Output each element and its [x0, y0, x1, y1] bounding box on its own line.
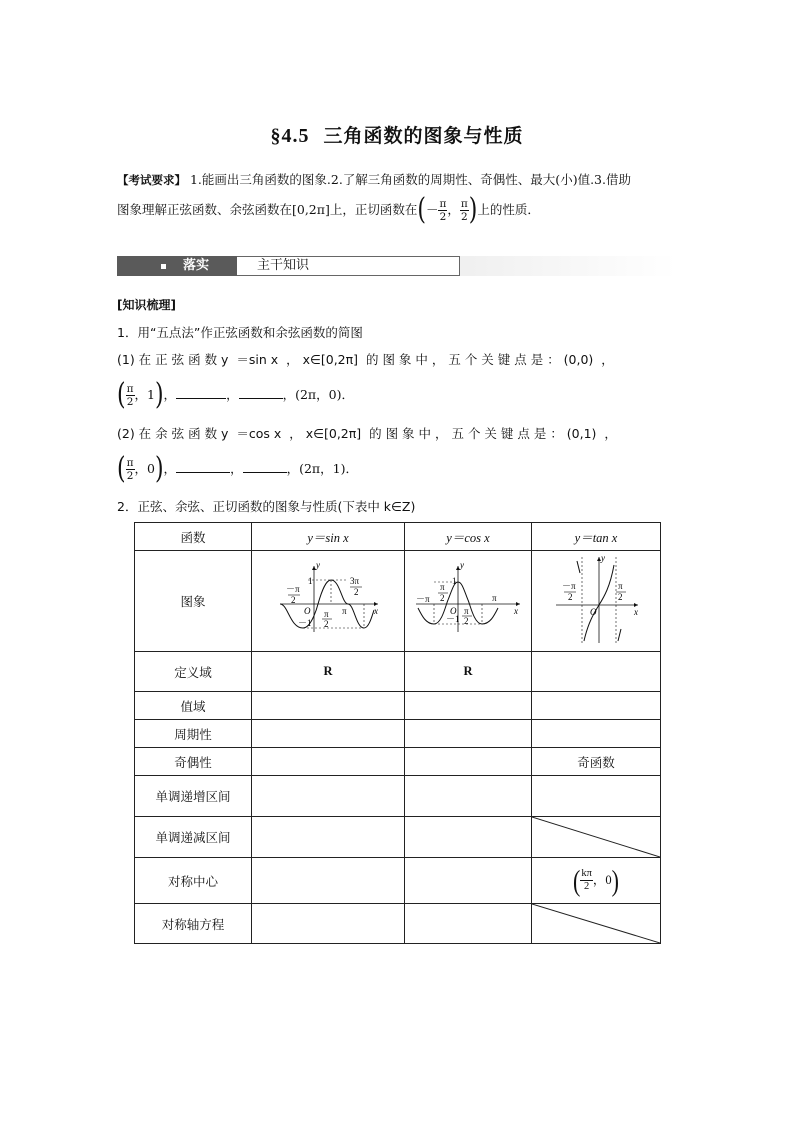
- sin-decreasing[interactable]: [252, 817, 405, 858]
- sin-domain: R: [252, 652, 405, 692]
- cos-point-value: ，0: [134, 461, 155, 476]
- sin-graph-cell: [252, 551, 405, 652]
- sin-period[interactable]: [252, 720, 405, 748]
- cos-y-label: y: [460, 559, 464, 570]
- tan-parity: 奇函数: [532, 748, 661, 776]
- diagonal-strike: [532, 817, 660, 857]
- cos-pi-half: π: [464, 605, 469, 616]
- header-tan: y＝tan x: [532, 523, 661, 551]
- table-row-graph: [135, 551, 661, 652]
- table-row: [135, 748, 661, 776]
- sin-tail: (2π，0)．: [295, 387, 354, 402]
- tan-origin: O: [590, 606, 597, 617]
- fraction-neg-pi-half: [438, 198, 447, 223]
- cos-center[interactable]: [405, 858, 532, 904]
- tan-graph: [546, 553, 646, 647]
- cos-neg-pi-half-den: 2: [440, 592, 445, 603]
- sin-three-pi: 3π: [350, 575, 360, 586]
- sin-blank-1[interactable]: [176, 388, 226, 399]
- requirements-label: 【考试要求】: [117, 173, 186, 187]
- sin-point-fraction: $\frac{\pi}{2}$: [126, 383, 134, 408]
- frac-num: π: [460, 198, 468, 210]
- banner-left-text: 落实: [183, 258, 210, 273]
- header-sin: y＝sin x: [252, 523, 405, 551]
- tan-period[interactable]: [532, 720, 661, 748]
- table-row: [135, 652, 661, 692]
- cos-five-points-line: (2) 在 余 弦 函 数 y ＝cos x ， x∈[0,2π] 的 图 象 中 ， 五 个 关 键 点 是 ： (0,1) ，: [117, 426, 617, 441]
- tan-center: ( $\frac{k\pi}{2}$ ，0): [532, 858, 661, 904]
- item1-heading: 1．用“五点法”作正弦函数和余弦函数的简图: [117, 325, 363, 340]
- sin-axis[interactable]: [252, 904, 405, 944]
- table-row: [135, 858, 661, 904]
- tan-pi: π: [618, 580, 623, 591]
- tan-domain[interactable]: [532, 652, 661, 692]
- banner-right: 主干知识: [237, 256, 460, 276]
- tan-center-fraction: $\frac{k\pi}{2}$: [581, 868, 592, 892]
- cos-graph-cell: [405, 551, 532, 652]
- table-row: [135, 692, 661, 720]
- cos-neg-pi-half: π: [440, 581, 445, 592]
- paren-right: ): [468, 192, 478, 227]
- sin-y-label: y: [316, 559, 320, 570]
- paren-left: (: [417, 192, 426, 227]
- row-label-increasing: 单调递增区间: [135, 776, 252, 817]
- sin-origin: O: [304, 605, 311, 616]
- cos-range[interactable]: [405, 692, 532, 720]
- tan-increasing[interactable]: [532, 776, 661, 817]
- cos-blank-2[interactable]: [243, 462, 287, 473]
- tan-axis-na: [532, 904, 661, 944]
- tan-x-label: x: [634, 606, 638, 617]
- cos-decreasing[interactable]: [405, 817, 532, 858]
- header-function: 函数: [135, 523, 252, 551]
- frac-den: 2: [439, 211, 447, 223]
- sin-parity[interactable]: [252, 748, 405, 776]
- sin-blank-2[interactable]: [239, 388, 283, 399]
- sin-five-points-line: (1) 在 正 弦 函 数 y ＝sin x ， x∈[0,2π] 的 图 象 中 ， 五 个 关 键 点 是 ： (0,0) ，: [117, 352, 614, 367]
- table-row: [135, 817, 661, 858]
- diagonal-strike: [532, 904, 660, 943]
- row-label-parity: 奇偶性: [135, 748, 252, 776]
- tan-decreasing-na: [532, 817, 661, 858]
- frac-num: π: [439, 198, 447, 210]
- sin-one: 1: [308, 575, 313, 586]
- cos-neg-pi: －π: [416, 593, 430, 604]
- cos-parity[interactable]: [405, 748, 532, 776]
- sin-x-label: x: [374, 605, 378, 616]
- page-title: [0, 121, 794, 148]
- section-number: §4.5: [270, 125, 310, 147]
- cos-graph: [408, 560, 528, 640]
- requirements-text-a: 1.能画出三角函数的图象.2.了解三角函数的周期性、奇偶性、最大(小)值.3.借助: [189, 172, 631, 187]
- cos-period[interactable]: [405, 720, 532, 748]
- table-row: [135, 776, 661, 817]
- tan-range[interactable]: [532, 692, 661, 720]
- requirements-text-c: 上的性质．: [477, 202, 540, 217]
- sin-range[interactable]: [252, 692, 405, 720]
- minus-sign: －: [425, 202, 439, 217]
- tan-pi-den: 2: [618, 591, 623, 602]
- cos-blank-1[interactable]: [176, 462, 230, 473]
- item2-heading: 2．正弦、余弦、正切函数的图象与性质(下表中 k∈Z): [117, 499, 416, 514]
- sin-neg-pi: －π: [286, 583, 300, 594]
- tan-center-value: ，0: [592, 872, 612, 887]
- cos-one: 1: [452, 575, 457, 586]
- table-row: [135, 720, 661, 748]
- sin-graph: [258, 560, 398, 640]
- sin-pi: π: [342, 605, 347, 616]
- requirements-text-b: 图象理解正弦函数、余弦函数在[0,2π]上，正切函数在: [117, 202, 418, 217]
- fraction-pi-half: [460, 198, 469, 223]
- exam-requirements: 【考试要求】 1.能画出三角函数的图象.2.了解三角函数的周期性、奇偶性、最大(小)值.3.借助 图象理解正弦函数、余弦函数在[0,2π]上，正切函数在(－ $\frac{\pi}{2}$ ， $\frac{\pi}{2}$ )上的性质．: [117, 168, 677, 225]
- cos-neg-one: －1: [446, 613, 460, 624]
- sin-pi-half: π: [324, 608, 329, 619]
- sin-neg-one: －1: [298, 617, 312, 628]
- sin-three-pi-den: 2: [354, 586, 359, 597]
- cos-pi: π: [492, 592, 497, 603]
- cos-increasing[interactable]: [405, 776, 532, 817]
- tan-graph-cell: [532, 551, 661, 652]
- cos-axis[interactable]: [405, 904, 532, 944]
- cos-domain: R: [405, 652, 532, 692]
- row-label-period: 周期性: [135, 720, 252, 748]
- knowledge-label: [知识梳理]: [117, 298, 176, 312]
- sin-point-value: ，1: [134, 387, 155, 402]
- cos-points-row: ( $\frac{\pi}{2}$ ，0)， ， ，(2π，1)．: [117, 451, 358, 486]
- row-label-domain: 定义域: [135, 652, 252, 692]
- row-label-range: 值域: [135, 692, 252, 720]
- row-label-center: 对称中心: [135, 858, 252, 904]
- sin-neg-pi-den: 2: [291, 594, 296, 605]
- cos-origin: O: [450, 605, 457, 616]
- cos-tail: (2π，1)．: [299, 461, 358, 476]
- sin-center[interactable]: [252, 858, 405, 904]
- banner-left: [117, 256, 237, 276]
- table-row: [135, 904, 661, 944]
- trig-properties-table: [134, 522, 661, 944]
- table-header-row: [135, 523, 661, 551]
- section-title: 三角函数的图象与性质: [323, 125, 524, 147]
- section-banner: [117, 256, 677, 276]
- sin-pi-half-den: 2: [324, 618, 329, 629]
- cos-pi-half-den: 2: [464, 615, 469, 626]
- row-label-decreasing: 单调递减区间: [135, 817, 252, 858]
- tan-neg-pi: －π: [562, 580, 576, 591]
- header-cos: y＝cos x: [405, 523, 532, 551]
- row-label-axis: 对称轴方程: [135, 904, 252, 944]
- cos-point-fraction: $\frac{\pi}{2}$: [126, 457, 134, 482]
- sin-points-row: ( $\frac{\pi}{2}$ ，1)， ， ，(2π，0)．: [117, 377, 354, 412]
- row-label-graph: 图象: [135, 551, 252, 652]
- frac-den: 2: [461, 211, 468, 223]
- cos-x-label: x: [514, 605, 518, 616]
- sin-increasing[interactable]: [252, 776, 405, 817]
- tan-neg-pi-den: 2: [568, 591, 573, 602]
- tan-y-label: y: [601, 552, 605, 563]
